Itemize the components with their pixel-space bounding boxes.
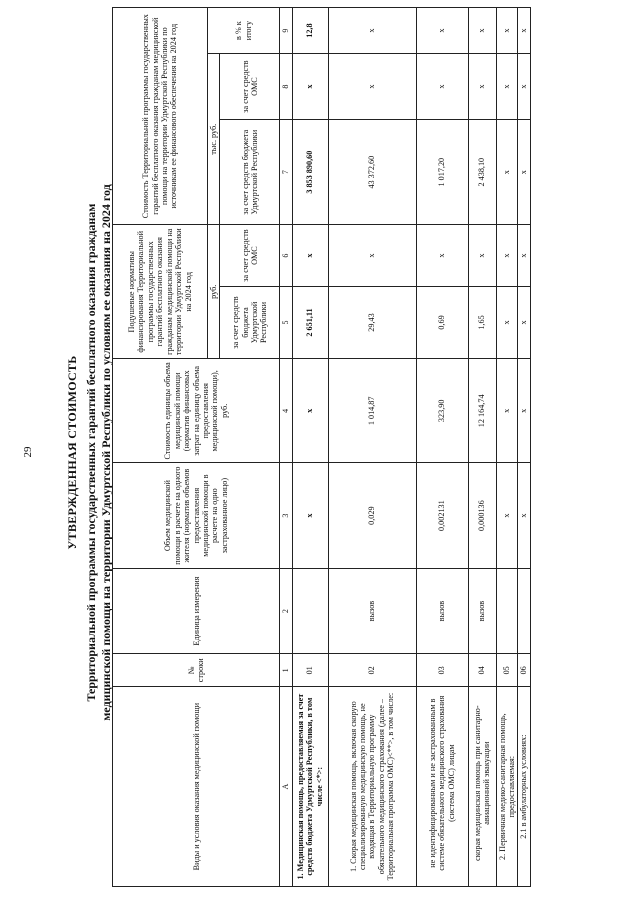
col-number: 4: [280, 359, 292, 463]
row-c5: x: [518, 286, 530, 358]
row-c8: x: [328, 54, 416, 120]
row-c9: x: [416, 8, 468, 54]
row-line: 01: [292, 654, 328, 687]
row-c4: x: [518, 359, 530, 463]
row-c5: 29,43: [328, 286, 416, 358]
row-c8: x: [468, 54, 496, 120]
table-row: [416, 8, 468, 887]
col-number: 6: [280, 225, 292, 286]
row-c3: x: [496, 463, 518, 568]
header-per-capita: Подушевые нормативы финансирования Территориальной программы государственных гарантий бесплатного оказания гражданам медицинской помощи на территории Удмуртской Республики на 2024 год: [113, 225, 208, 359]
table-row: [518, 8, 530, 887]
page-number: 29: [22, 446, 34, 458]
document-subtitle-2: медицинской помощи на территории Удмуртской Республики по условиям ее оказания на 2024 год: [99, 184, 113, 721]
row-name: скорая медицинская помощь при санитарно-авиационной эвакуации: [468, 687, 496, 887]
header-unit-cost: Стоимость единицы объема медицинской помощи (норматив финансовых затрат на единицу объема предоставления медицинской помощи), руб.: [113, 359, 280, 463]
row-c6: x: [292, 225, 328, 286]
row-c4: x: [496, 359, 518, 463]
header-kind: Виды и условия оказания медицинской помощи: [113, 687, 280, 887]
row-c6: x: [416, 225, 468, 286]
row-name: 1. Медицинская помощь, предоставляемая за счет средств бюджета Удмуртской Республики, в том числе <*>:: [292, 687, 328, 887]
row-c8: x: [496, 54, 518, 120]
row-unit: [496, 568, 518, 654]
cost-table: [112, 7, 531, 887]
row-c3: x: [292, 463, 328, 568]
row-c6: x: [518, 225, 530, 286]
table-row: [468, 8, 496, 887]
row-c8: x: [416, 54, 468, 120]
col-number: 7: [280, 120, 292, 225]
row-c9: x: [496, 8, 518, 54]
col-number: 3: [280, 463, 292, 568]
header-oms-per-capita: за счет средств ОМС: [220, 225, 280, 286]
header-unit: Единица измерения: [113, 568, 280, 654]
row-c9: x: [328, 8, 416, 54]
header-unit-thous: тыс. руб.: [208, 54, 220, 225]
header-unit-rub: руб.: [208, 225, 220, 359]
header-volume: Объем медицинской помощи в расчете на одного жителя (норматив объемов предоставления медицинской помощи в расчете на одно застрахованное лицо): [113, 463, 280, 568]
row-line: 05: [496, 654, 518, 687]
row-c6: x: [496, 225, 518, 286]
table-row: [328, 8, 416, 887]
row-c9: 12,8: [292, 8, 328, 54]
row-c3: 0,002131: [416, 463, 468, 568]
header-budget-cost: за счет средств бюджета Удмуртской Республики: [220, 120, 280, 225]
row-c9: x: [468, 8, 496, 54]
row-unit: вызов: [416, 568, 468, 654]
row-c7: 1 017,20: [416, 120, 468, 225]
row-c7: x: [518, 120, 530, 225]
row-c6: x: [328, 225, 416, 286]
row-c5: 2 651,11: [292, 286, 328, 358]
row-unit: [518, 568, 530, 654]
row-c7: x: [496, 120, 518, 225]
row-c5: 1,65: [468, 286, 496, 358]
row-c7: 2 438,10: [468, 120, 496, 225]
header-pct-total: в % к итогу: [208, 8, 280, 54]
row-line: 06: [518, 654, 530, 687]
row-unit: вызов: [328, 568, 416, 654]
row-c8: x: [292, 54, 328, 120]
header-oms-cost: за счет средств ОМС: [220, 54, 280, 120]
row-c6: x: [468, 225, 496, 286]
row-c3: 0,000136: [468, 463, 496, 568]
col-number: 5: [280, 286, 292, 358]
row-c4: 323,90: [416, 359, 468, 463]
col-number: 9: [280, 8, 292, 54]
row-c4: 1 014,87: [328, 359, 416, 463]
row-line: 03: [416, 654, 468, 687]
header-program-cost: Стоимость Территориальной программы государственных гарантий бесплатного оказания гражданам медицинской помощи на территории Удмуртской Республики по источникам ее финансового обеспечения на 2024 год: [113, 8, 208, 225]
col-number: 1: [280, 654, 292, 687]
row-c3: 0,029: [328, 463, 416, 568]
row-name: не идентифицированным и не застрахованным в системе обязательного медицинского страхования (система ОМС) лицам: [416, 687, 468, 887]
table-row: [292, 8, 328, 887]
row-c3: x: [518, 463, 530, 568]
row-c7: 43 372,60: [328, 120, 416, 225]
document-subtitle-1: Территориальной программы государственных гарантий бесплатного оказания гражданам: [84, 203, 98, 702]
header-line-no: № строки: [113, 654, 280, 687]
row-line: 04: [468, 654, 496, 687]
row-c7: 3 853 890,60: [292, 120, 328, 225]
row-name: 1. Скорая медицинская помощь, включая скорую специализированную медицинскую помощь, не входящая в Территориальную программу обязательного медицинского страхования (далее – Территориальная программа ОМС)<**>, в том числе:: [328, 687, 416, 887]
document-title: УТВЕРЖДЕННАЯ СТОИМОСТЬ: [65, 355, 79, 550]
col-number: 8: [280, 54, 292, 120]
row-c8: x: [518, 54, 530, 120]
col-number: 2: [280, 568, 292, 654]
row-unit: [292, 568, 328, 654]
row-line: 02: [328, 654, 416, 687]
header-budget-per-capita: за счет средств бюджета Удмуртской Республики: [220, 286, 280, 358]
row-c5: 0,69: [416, 286, 468, 358]
row-name: 2.1 в амбулаторных условиях:: [518, 687, 530, 887]
row-name: 2. Первичная медико-санитарная помощь, предоставляемая:: [496, 687, 518, 887]
row-c4: 12 164,74: [468, 359, 496, 463]
row-c9: x: [518, 8, 530, 54]
row-c5: x: [496, 286, 518, 358]
col-number: А: [280, 687, 292, 887]
table-row: [496, 8, 518, 887]
row-c4: x: [292, 359, 328, 463]
row-unit: вызов: [468, 568, 496, 654]
